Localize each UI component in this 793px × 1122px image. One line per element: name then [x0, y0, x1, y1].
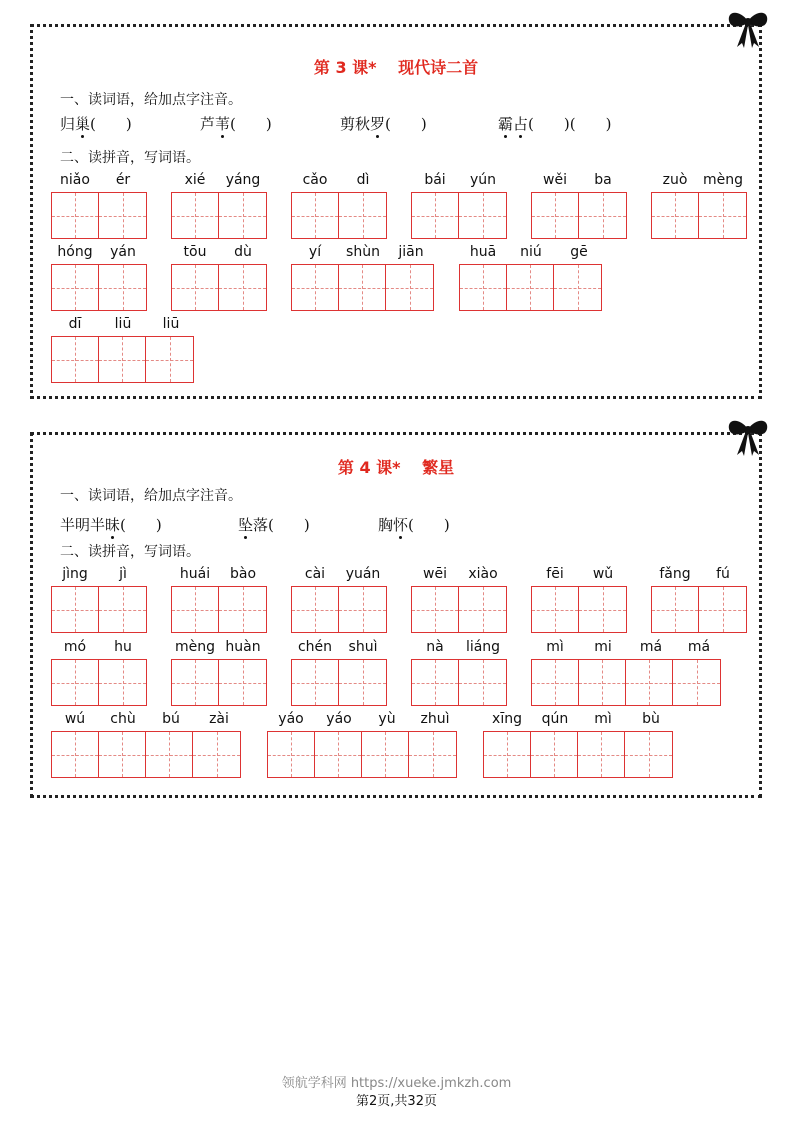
pinyin-syllable: mó	[63, 639, 87, 655]
writing-cell[interactable]	[625, 732, 672, 777]
lesson-title	[33, 55, 759, 78]
word-item: 芦苇( )	[200, 115, 272, 133]
lesson-title	[33, 455, 759, 478]
pinyin-syllable: gē	[570, 244, 588, 260]
pinyin-syllable: zuò	[662, 172, 688, 188]
pinyin-syllable: shùn	[346, 244, 380, 260]
writing-grid	[651, 192, 747, 239]
writing-cell[interactable]	[699, 587, 746, 632]
writing-cell[interactable]	[292, 587, 339, 632]
writing-cell[interactable]	[699, 193, 746, 238]
writing-cell[interactable]	[52, 660, 99, 705]
pinyin-syllable: bào	[229, 566, 257, 582]
pinyin-syllable: yuán	[345, 566, 381, 582]
pinyin-syllable: zài	[209, 711, 229, 727]
pinyin-syllable: bù	[642, 711, 660, 727]
writing-cell[interactable]	[219, 265, 266, 310]
writing-cell[interactable]	[579, 587, 626, 632]
writing-cell[interactable]	[268, 732, 315, 777]
writing-cell[interactable]	[52, 337, 99, 382]
lesson-number: 第 4 课*	[337, 458, 401, 477]
writing-cell[interactable]	[52, 732, 99, 777]
writing-cell[interactable]	[292, 193, 339, 238]
pinyin-syllable: jìng	[62, 566, 88, 582]
writing-grid	[291, 192, 387, 239]
writing-cell[interactable]	[99, 337, 146, 382]
section-2-heading: 二、读拼音，写词语。	[60, 150, 200, 166]
page-number: 第2页,共32页	[356, 1094, 437, 1109]
pinyin-syllable: liū	[162, 316, 180, 332]
pinyin-syllable: yán	[110, 244, 136, 260]
lesson-3-panel	[30, 24, 762, 399]
pinyin-syllable: jiān	[398, 244, 424, 260]
pinyin-syllable: mèng	[702, 172, 743, 188]
writing-cell[interactable]	[292, 265, 339, 310]
writing-grid	[459, 264, 602, 311]
lesson-name: 繁星	[422, 458, 455, 477]
section-2-heading: 二、读拼音，写词语。	[60, 544, 200, 560]
pinyin-syllable: xiào	[468, 566, 498, 582]
writing-grid	[51, 264, 147, 311]
writing-cell[interactable]	[531, 732, 578, 777]
writing-cell[interactable]	[579, 193, 626, 238]
pinyin-syllable: ba	[594, 172, 612, 188]
writing-cell[interactable]	[507, 265, 554, 310]
writing-cell[interactable]	[554, 265, 601, 310]
writing-cell[interactable]	[99, 732, 146, 777]
pinyin-syllable: niú	[520, 244, 542, 260]
writing-cell[interactable]	[412, 660, 459, 705]
pinyin-syllable: má	[687, 639, 711, 655]
bow-icon	[725, 415, 771, 457]
lesson-name: 现代诗二首	[398, 58, 479, 77]
writing-cell[interactable]	[532, 660, 579, 705]
writing-cell[interactable]	[412, 193, 459, 238]
pinyin-syllable: dī	[68, 316, 82, 332]
writing-cell[interactable]	[172, 660, 219, 705]
writing-grid	[267, 731, 457, 778]
writing-cell[interactable]	[652, 587, 699, 632]
pinyin-syllable: hu	[114, 639, 132, 655]
pinyin-syllable: tōu	[183, 244, 207, 260]
pinyin-syllable: fǎng	[659, 566, 691, 582]
pinyin-syllable: wěi	[543, 172, 567, 188]
pinyin-syllable: mèng	[174, 639, 215, 655]
writing-cell[interactable]	[146, 732, 193, 777]
writing-grid	[411, 659, 507, 706]
writing-grid	[51, 659, 147, 706]
writing-cell[interactable]	[172, 587, 219, 632]
word-item: 霸占( )( )	[498, 115, 612, 133]
writing-grid	[411, 586, 507, 633]
bow-icon	[725, 7, 771, 49]
pinyin-syllable: mì	[546, 639, 564, 655]
pinyin-syllable: yí	[308, 244, 322, 260]
pinyin-syllable: nà	[426, 639, 444, 655]
pinyin-syllable: ér	[115, 172, 131, 188]
pinyin-syllable: dù	[234, 244, 252, 260]
writing-grid	[171, 264, 267, 311]
writing-cell[interactable]	[99, 265, 146, 310]
pinyin-syllable: huái	[179, 566, 211, 582]
writing-cell[interactable]	[99, 193, 146, 238]
section-1-heading: 一、读词语，给加点字注音。	[60, 92, 242, 108]
pinyin-syllable: xīng	[492, 711, 522, 727]
writing-grid	[171, 586, 267, 633]
pinyin-syllable: niǎo	[60, 172, 90, 188]
pinyin-syllable: shuì	[348, 639, 378, 655]
writing-grid	[51, 192, 147, 239]
pinyin-syllable: cǎo	[302, 172, 328, 188]
writing-cell[interactable]	[532, 193, 579, 238]
pinyin-syllable: bú	[162, 711, 180, 727]
writing-cell[interactable]	[412, 587, 459, 632]
writing-cell[interactable]	[578, 732, 625, 777]
writing-cell[interactable]	[172, 265, 219, 310]
writing-cell[interactable]	[626, 660, 673, 705]
writing-cell[interactable]	[99, 587, 146, 632]
pinyin-syllable: yáng	[225, 172, 261, 188]
pinyin-syllable: hóng	[57, 244, 93, 260]
writing-cell[interactable]	[339, 660, 386, 705]
writing-grid	[651, 586, 747, 633]
writing-grid	[51, 586, 147, 633]
writing-grid	[171, 192, 267, 239]
writing-cell[interactable]	[673, 660, 720, 705]
writing-cell[interactable]	[172, 193, 219, 238]
pinyin-syllable: mi	[594, 639, 612, 655]
pinyin-syllable: wēi	[423, 566, 447, 582]
writing-cell[interactable]	[386, 265, 433, 310]
word-item: 剪秋罗( )	[340, 115, 427, 133]
pinyin-syllable: má	[639, 639, 663, 655]
section-1-heading: 一、读词语，给加点字注音。	[60, 488, 242, 504]
pinyin-syllable: huā	[469, 244, 497, 260]
writing-cell[interactable]	[362, 732, 409, 777]
writing-grid	[291, 264, 434, 311]
word-item: 归巢( )	[60, 115, 132, 133]
pinyin-syllable: fú	[716, 566, 730, 582]
pinyin-syllable: liū	[114, 316, 132, 332]
word-item: 坠落( )	[238, 516, 310, 534]
pinyin-syllable: bái	[424, 172, 446, 188]
writing-cell[interactable]	[652, 193, 699, 238]
pinyin-syllable: chù	[110, 711, 136, 727]
writing-cell[interactable]	[292, 660, 339, 705]
pinyin-syllable: yáo	[326, 711, 352, 727]
writing-grid	[531, 586, 627, 633]
pinyin-syllable: zhuì	[420, 711, 450, 727]
pinyin-syllable: wǔ	[592, 566, 614, 582]
pinyin-syllable: fēi	[546, 566, 564, 582]
writing-cell[interactable]	[146, 337, 193, 382]
writing-cell[interactable]	[315, 732, 362, 777]
pinyin-syllable: jì	[119, 566, 127, 582]
writing-grid	[411, 192, 507, 239]
writing-cell[interactable]	[52, 587, 99, 632]
writing-cell[interactable]	[460, 265, 507, 310]
writing-cell[interactable]	[219, 193, 266, 238]
pinyin-syllable: wú	[64, 711, 86, 727]
writing-grid	[51, 336, 194, 383]
writing-grid	[51, 731, 241, 778]
pinyin-syllable: qún	[541, 711, 569, 727]
writing-grid	[483, 731, 673, 778]
word-item: 半明半昧( )	[60, 516, 162, 534]
writing-grid	[531, 192, 627, 239]
pinyin-syllable: mì	[594, 711, 612, 727]
pinyin-syllable: yù	[378, 711, 396, 727]
writing-grid	[171, 659, 267, 706]
word-item: 胸怀( )	[378, 516, 450, 534]
lesson-number: 第 3 课*	[313, 58, 377, 77]
writing-cell[interactable]	[339, 587, 386, 632]
pinyin-syllable: xié	[184, 172, 206, 188]
writing-cell[interactable]	[99, 660, 146, 705]
pinyin-syllable: cài	[304, 566, 326, 582]
writing-cell[interactable]	[52, 265, 99, 310]
writing-cell[interactable]	[484, 732, 531, 777]
writing-grid	[291, 659, 387, 706]
writing-grid	[531, 659, 721, 706]
pinyin-syllable: yáo	[278, 711, 304, 727]
writing-cell[interactable]	[339, 265, 386, 310]
pinyin-syllable: dì	[356, 172, 370, 188]
writing-cell[interactable]	[193, 732, 240, 777]
writing-cell[interactable]	[52, 193, 99, 238]
writing-cell[interactable]	[532, 587, 579, 632]
writing-cell[interactable]	[459, 660, 506, 705]
writing-cell[interactable]	[409, 732, 456, 777]
pinyin-syllable: liáng	[465, 639, 501, 655]
writing-cell[interactable]	[459, 587, 506, 632]
writing-cell[interactable]	[339, 193, 386, 238]
pinyin-syllable: yún	[469, 172, 497, 188]
writing-cell[interactable]	[219, 660, 266, 705]
pinyin-syllable: huàn	[225, 639, 261, 655]
site-footer: 领航学科网 https://xueke.jmkzh.com	[281, 1076, 512, 1091]
writing-cell[interactable]	[219, 587, 266, 632]
pinyin-syllable: chén	[297, 639, 333, 655]
writing-cell[interactable]	[459, 193, 506, 238]
writing-cell[interactable]	[579, 660, 626, 705]
lesson-4-panel	[30, 432, 762, 798]
writing-grid	[291, 586, 387, 633]
